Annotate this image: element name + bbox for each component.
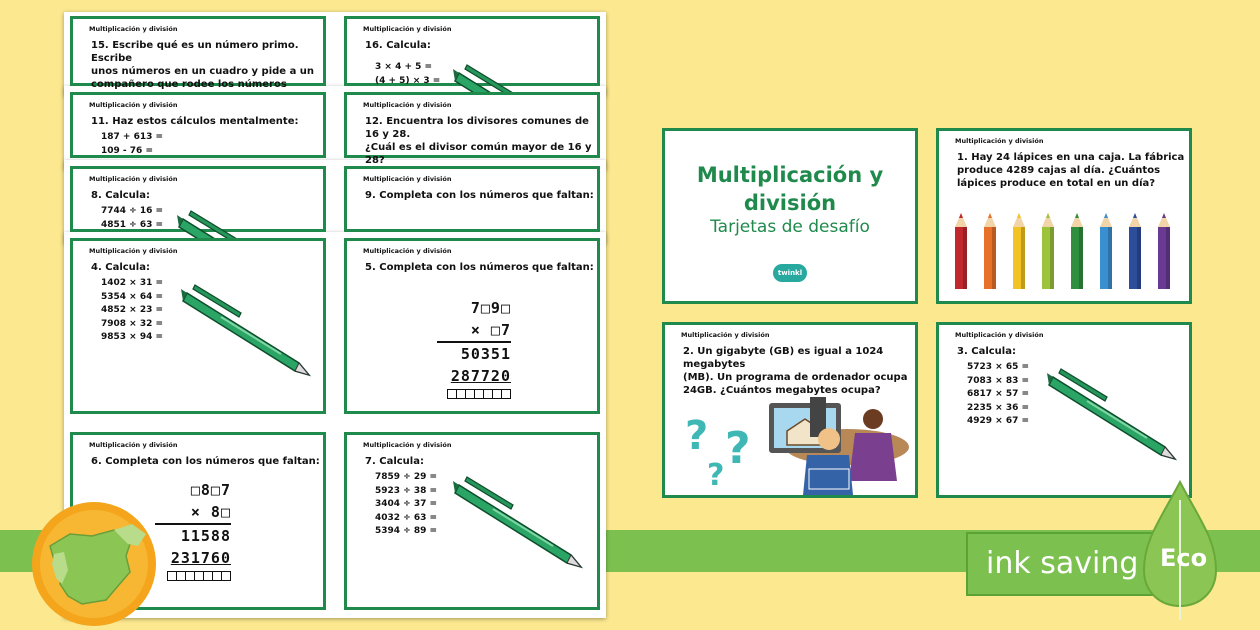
card-5 — [344, 238, 600, 414]
multiplier: × □7 — [470, 321, 511, 339]
card-4 — [70, 238, 326, 414]
card-11 — [70, 92, 326, 158]
card-header: Multiplicación y división — [955, 137, 1044, 145]
card-header: Multiplicación y división — [89, 441, 178, 449]
card-header: Multiplicación y división — [363, 101, 452, 109]
card-question: 9. Completa con los números que faltan: — [365, 190, 594, 201]
card-header: Multiplicación y división — [681, 331, 770, 339]
answer-boxes — [437, 389, 511, 399]
card-question: 4. Calcula: — [91, 262, 150, 273]
card-1 — [936, 128, 1192, 304]
card-calculations: 1402 × 31 = 5354 × 64 = 4852 × 23 = 7908 × 32 = 9853 × 94 = — [101, 278, 164, 342]
card-header: Multiplicación y división — [89, 101, 178, 109]
svg-text:?: ? — [685, 413, 709, 459]
pencil-icon — [984, 213, 996, 289]
card-calculations: 5723 × 65 = 7083 × 83 = 6817 × 57 = 2235 × 36 = 4929 × 67 = — [967, 362, 1030, 426]
card-header: Multiplicación y división — [363, 175, 452, 183]
card-15 — [70, 16, 326, 90]
computer-users-illustration — [677, 397, 909, 495]
eco-badge-label: Eco — [1160, 544, 1208, 572]
title-subtitle: Tarjetas de desafío — [710, 217, 870, 237]
card-calculations: 7859 ÷ 29 = 5923 ÷ 38 = 3404 ÷ 37 = 4032 ÷ 63 = 5394 ÷ 89 = — [375, 472, 438, 536]
card-calculations: 3 × 4 + 5 = (4 + 5) × 3 = — [375, 62, 441, 86]
answer-boxes — [155, 571, 231, 581]
spain-map-icon — [30, 500, 158, 628]
multiplication-puzzle — [155, 479, 231, 581]
card-3 — [936, 322, 1192, 498]
multiplication-puzzle — [437, 297, 511, 399]
partial-product-1: 50351 — [437, 341, 511, 365]
card-question: 5. Completa con los números que faltan: — [365, 262, 594, 273]
card-question: 11. Haz estos cálculos mentalmente: — [91, 116, 299, 127]
pencil-icon — [1042, 213, 1054, 289]
multiplicand: 7□9□ — [470, 299, 511, 317]
pen-icon — [1047, 367, 1177, 463]
card-question: 7. Calcula: — [365, 456, 424, 467]
card-header: Multiplicación y división — [89, 175, 178, 183]
pencil-icon — [1129, 213, 1141, 289]
card-question: 8. Calcula: — [91, 190, 150, 201]
pencil-icon — [1071, 213, 1083, 289]
svg-text:?: ? — [707, 458, 725, 493]
card-header: Multiplicación y división — [89, 247, 178, 255]
partial-product-2: 287720 — [450, 367, 511, 385]
card-question: 3. Calcula: — [957, 346, 1016, 357]
card-question: 12. Encuentra los divisores comunes de 16 y 28. ¿Cuál es el divisor común mayor de 16 y 28? — [365, 116, 592, 166]
pencil-icon — [1100, 213, 1112, 289]
card-question: 2. Un gigabyte (GB) es igual a 1024 megabytes (MB). Un programa de ordenador ocupa 24GB. ¿Cuántos megabytes ocupa? — [683, 346, 908, 396]
card-question: 1. Hay 24 lápices en una caja. La fábrica produce 4289 cajas al día. ¿Cuántos lápices produce en total en un día? — [957, 152, 1185, 189]
card-12 — [344, 92, 600, 166]
card-header: Multiplicación y división — [89, 25, 178, 33]
partial-product-2: 231760 — [170, 549, 231, 567]
pencil-icon — [1158, 213, 1170, 289]
card-question: 16. Calcula: — [365, 40, 431, 51]
card-16 — [344, 16, 600, 86]
card-header: Multiplicación y división — [955, 331, 1044, 339]
card-header: Multiplicación y división — [363, 25, 452, 33]
twinkl-logo: twinkl — [773, 264, 807, 282]
title-main: Multiplicación y división — [696, 163, 884, 215]
pen-icon — [453, 475, 583, 571]
card-question: 6. Completa con los números que faltan: — [91, 456, 320, 467]
pen-icon — [181, 283, 311, 379]
card-2 — [662, 322, 918, 498]
partial-product-1: 11588 — [155, 523, 231, 547]
card-calculations: 187 + 613 = 109 - 76 = — [101, 132, 164, 156]
card-calculations: 7744 ÷ 16 = 4851 ÷ 63 = — [101, 206, 164, 230]
pencil-icon — [1013, 213, 1025, 289]
card-header: Multiplicación y división — [363, 441, 452, 449]
colored-pencils-icon — [947, 213, 1187, 297]
card-7 — [344, 432, 600, 610]
multiplier: × 8□ — [190, 503, 231, 521]
title-card — [662, 128, 918, 304]
ink-saving-label: ink saving — [986, 546, 1139, 581]
multiplicand: □8□7 — [190, 481, 231, 499]
card-header: Multiplicación y división — [363, 247, 452, 255]
card-question: 15. Escribe qué es un número primo. Escribe unos números en un cuadro y pide a un compañero que rodee los números — [91, 40, 315, 90]
svg-text:?: ? — [725, 423, 751, 474]
pencil-icon — [955, 213, 967, 289]
card-8 — [70, 166, 326, 232]
card-9 — [344, 166, 600, 232]
